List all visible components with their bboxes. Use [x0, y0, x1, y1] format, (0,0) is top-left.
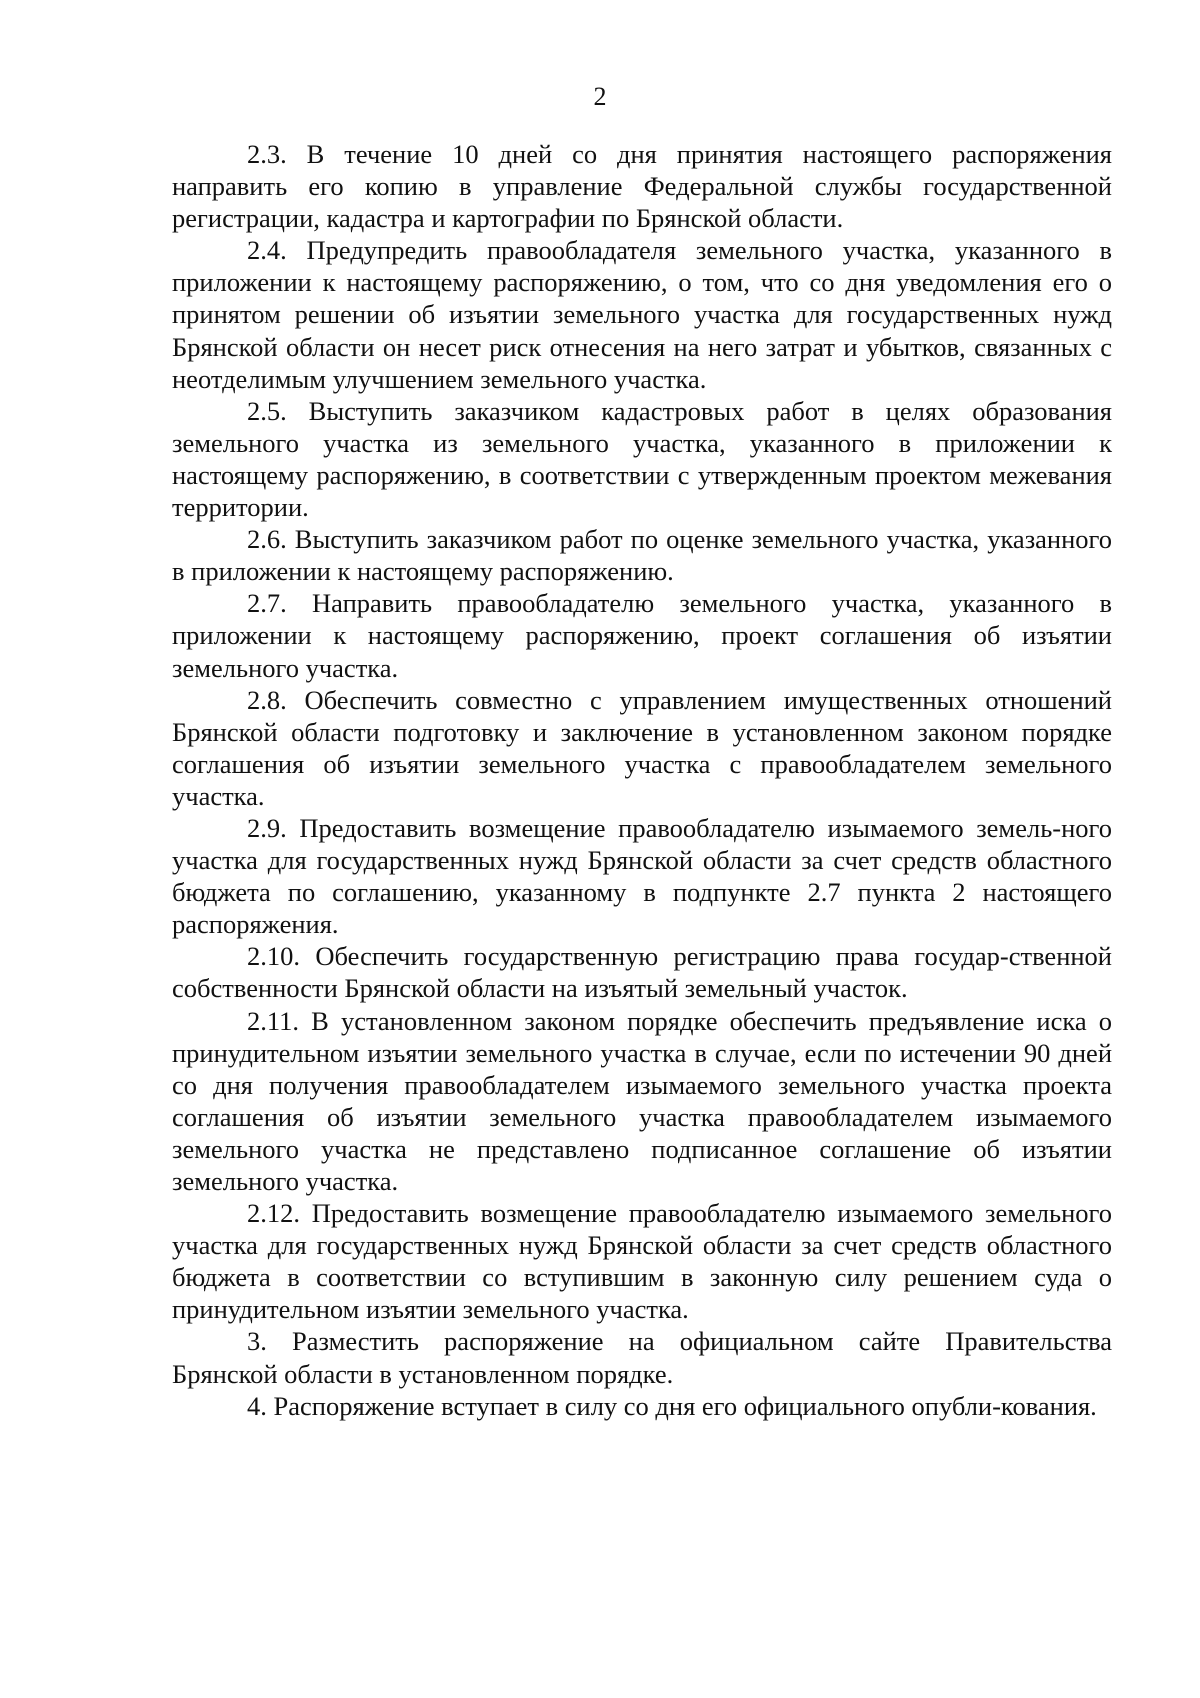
paragraph-2-6: 2.6. Выступить заказчиком работ по оценке земельного участка, указанного в приложении к настоящему распоряжению. — [172, 524, 1112, 587]
paragraph-2-5: 2.5. Выступить заказчиком кадастровых работ в целях образования земельного участка из земельного участка, указанного в приложении к настоящему распоряжению, в соответствии с утвержденным проектом межевания территории. — [172, 395, 1112, 523]
paragraph-3: 3. Разместить распоряжение на официальном сайте Правительства Брянской области в установленном порядке. — [172, 1326, 1112, 1389]
paragraph-2-4: 2.4. Предупредить правообладателя земельного участка, указанного в приложении к настоящему распоряжению, о том, что со дня уведомления его о принятом решении об изъятии земельного участка для государственных нужд Брянской области он несет риск отнесения на него затрат и убытков, связанных с неотделимым улучшением земельного участка. — [172, 235, 1112, 394]
page-number: 2 — [593, 82, 607, 111]
paragraph-4: 4. Распоряжение вступает в силу со дня его официального опубли-кования. — [247, 1390, 1097, 1421]
paragraph-2-10: 2.10. Обеспечить государственную регистрацию права государ-ственной собственности Брянской области на изъятый земельный участок. — [172, 941, 1112, 1004]
paragraph-2-8: 2.8. Обеспечить совместно с управлением имущественных отношений Брянской области подготовку и заключение в установленном законом порядке соглашения об изъятии земельного участка с правообладателем земельного участка. — [172, 684, 1112, 811]
document-body — [172, 138, 1112, 1422]
paragraph-2-3: 2.3. В течение 10 дней со дня принятия настоящего распоряжения направить его копию в управление Федеральной службы государственной регистрации, кадастра и картографии по Брянской области. — [172, 139, 1112, 234]
paragraph-2-9: 2.9. Предоставить возмещение правообладателю изымаемого земель-ного участка для государственных нужд Брянской области за счет средств областного бюджета по соглашению, указанному в подпункте 2.7 пункта 2 настоящего распоряжения. — [172, 812, 1112, 940]
paragraph-2-11: 2.11. В установленном законом порядке обеспечить предъявление иска о принудительном изъятии земельного участка в случае, если по истечении 90 дней со дня получения правообладателем изымаемого земельного участка проекта соглашения об изъятии земельного участка правообладателем изымаемого земельного участка не представлено подписанное соглашение об изъятии земельного участка. — [172, 1005, 1112, 1196]
paragraph-2-12: 2.12. Предоставить возмещение правообладателю изымаемого земельного участка для государственных нужд Брянской области за счет средств областного бюджета в соответствии со вступившим в законную силу решением суда о принудительном изъятии земельного участка. — [172, 1198, 1112, 1325]
paragraph-2-7: 2.7. Направить правообладателю земельного участка, указанного в приложении к настоящему распоряжению, проект соглашения об изъятии земельного участка. — [172, 588, 1112, 683]
